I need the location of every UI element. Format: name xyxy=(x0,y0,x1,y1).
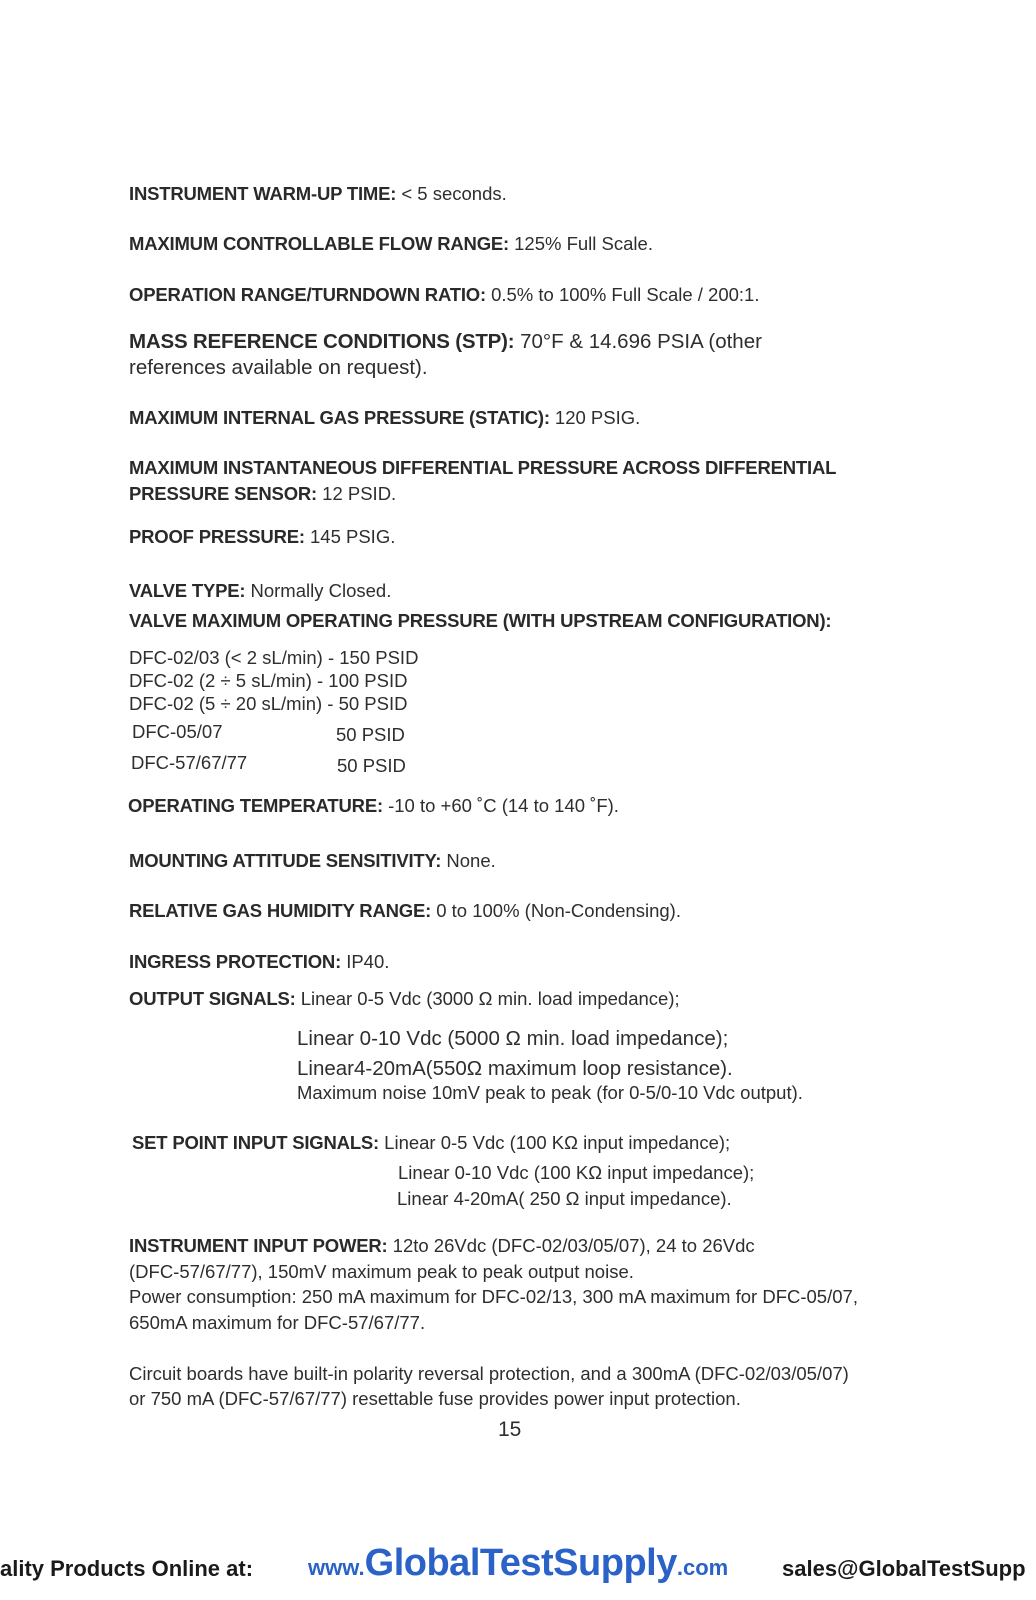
circuit-note-line: or 750 mA (DFC-57/67/77) resettable fuse provides power input protection. xyxy=(129,1388,741,1409)
spec-warmup: INSTRUMENT WARM-UP TIME: < 5 seconds. xyxy=(129,183,507,204)
output-signal-line: Linear 0-10 Vdc (5000 Ω min. load impedance); xyxy=(297,1027,729,1050)
spec-stp: MASS REFERENCE CONDITIONS (STP): 70°F & 14.696 PSIA (other xyxy=(129,330,762,353)
spec-stp-cont: references available on request). xyxy=(129,356,428,379)
spec-mounting: MOUNTING ATTITUDE SENSITIVITY: None. xyxy=(129,850,496,871)
spec-valve-type: VALVE TYPE: Normally Closed. xyxy=(129,580,392,601)
footer-website-link[interactable]: www.GlobalTestSupply.com xyxy=(308,1542,729,1584)
spec-valve-max-pressure: VALVE MAXIMUM OPERATING PRESSURE (WITH UPSTREAM CONFIGURATION): xyxy=(129,610,832,631)
spec-ingress: INGRESS PROTECTION: IP40. xyxy=(129,951,390,972)
setpoint-signal-line: Linear 0-10 Vdc (100 KΩ input impedance); xyxy=(398,1162,755,1183)
output-signal-line: Linear4-20mA(550Ω maximum loop resistance). xyxy=(297,1057,733,1080)
spec-diff-pressure-cont: PRESSURE SENSOR: 12 PSID. xyxy=(129,483,397,504)
valve-pressure-line: DFC-02 (2 ÷ 5 sL/min) - 100 PSID xyxy=(129,670,408,691)
spec-output-signals: OUTPUT SIGNALS: Linear 0-5 Vdc (3000 Ω min. load impedance); xyxy=(129,988,680,1009)
input-power-line: (DFC-57/67/77), 150mV maximum peak to peak output noise. xyxy=(129,1261,634,1282)
page-number: 15 xyxy=(498,1418,522,1441)
valve-pressure-line: DFC-02 (5 ÷ 20 sL/min) - 50 PSID xyxy=(129,693,408,714)
valve-pressure-line: DFC-02/03 (< 2 sL/min) - 150 PSID xyxy=(129,647,419,668)
spec-input-power: INSTRUMENT INPUT POWER: 12to 26Vdc (DFC-02/03/05/07), 24 to 26Vdc xyxy=(129,1235,755,1256)
valve-table-model: DFC-05/07 xyxy=(132,721,223,742)
input-power-line: Power consumption: 250 mA maximum for DFC-02/13, 300 mA maximum for DFC-05/07, xyxy=(129,1286,858,1307)
spec-humidity: RELATIVE GAS HUMIDITY RANGE: 0 to 100% (Non-Condensing). xyxy=(129,900,681,921)
spec-proof-pressure: PROOF PRESSURE: 145 PSIG. xyxy=(129,526,396,547)
spec-setpoint-signals: SET POINT INPUT SIGNALS: Linear 0-5 Vdc (100 KΩ input impedance); xyxy=(132,1132,731,1153)
input-power-line: 650mA maximum for DFC-57/67/77. xyxy=(129,1312,426,1333)
spec-flow-range: MAXIMUM CONTROLLABLE FLOW RANGE: 125% Full Scale. xyxy=(129,233,653,254)
footer-email-link[interactable]: sales@GlobalTestSupp xyxy=(782,1556,1026,1581)
valve-table-pressure: 50 PSID xyxy=(336,724,405,745)
output-signal-line: Maximum noise 10mV peak to peak (for 0-5/0-10 Vdc output). xyxy=(297,1082,803,1103)
spec-turndown: OPERATION RANGE/TURNDOWN RATIO: 0.5% to 100% Full Scale / 200:1. xyxy=(129,284,760,305)
valve-table-pressure: 50 PSID xyxy=(337,755,406,776)
footer-tagline: ality Products Online at: xyxy=(0,1556,254,1581)
circuit-note-line: Circuit boards have built-in polarity reversal protection, and a 300mA (DFC-02/03/05/07) xyxy=(129,1363,849,1384)
spec-diff-pressure: MAXIMUM INSTANTANEOUS DIFFERENTIAL PRESSURE ACROSS DIFFERENTIAL xyxy=(129,457,837,478)
valve-table-model: DFC-57/67/77 xyxy=(131,752,248,773)
setpoint-signal-line: Linear 4-20mA( 250 Ω input impedance). xyxy=(397,1188,732,1209)
spec-operating-temp: OPERATING TEMPERATURE: -10 to +60 ˚C (14 to 140 ˚F). xyxy=(128,795,619,816)
spec-internal-pressure: MAXIMUM INTERNAL GAS PRESSURE (STATIC): 120 PSIG. xyxy=(129,407,641,428)
